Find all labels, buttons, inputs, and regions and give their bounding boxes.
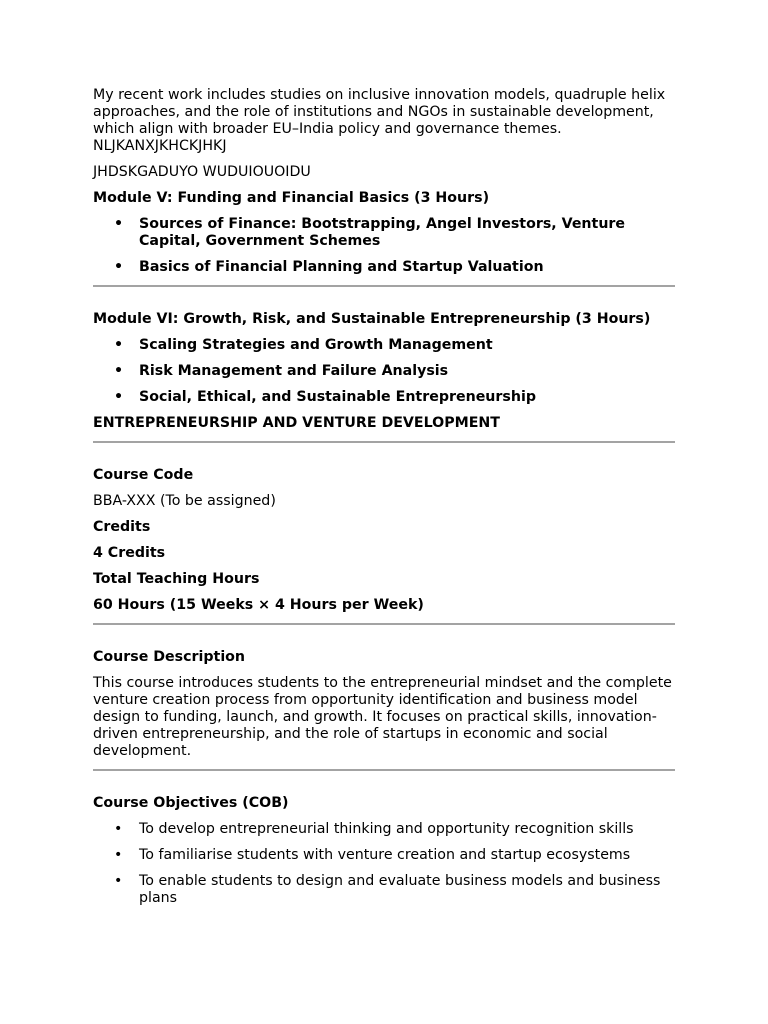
course-description-text: This course introduces students to the entrepreneurial mindset and the complete venture creation process from opportunity identification and business model design to funding, launch, and growth. It focuses on practical skills, innovation-driven entrepreneurship, and the role of startups in economic and social development.	[93, 675, 672, 759]
teaching-hours-value: 60 Hours (15 Weeks × 4 Hours per Week)	[93, 597, 424, 613]
section-divider	[93, 623, 675, 625]
course-objectives-list	[93, 821, 675, 907]
list-item: • Risk Management and Failure Analysis	[93, 363, 675, 380]
module-6-list	[93, 337, 675, 406]
course-code-value: BBA-XXX (To be assigned)	[93, 493, 276, 509]
module-6-heading: Module VI: Growth, Risk, and Sustainable Entrepreneurship (3 Hours)	[93, 311, 651, 327]
module-5-list	[93, 216, 675, 276]
intro-line-2: JHDSKGADUYO WUDUIOUOIDU	[93, 164, 311, 180]
list-item: • To develop entrepreneurial thinking and opportunity recognition skills	[93, 821, 675, 838]
course-description-heading: Course Description	[93, 649, 246, 665]
section-divider	[93, 769, 675, 771]
list-item: • Social, Ethical, and Sustainable Entrepreneurship	[93, 389, 675, 406]
credits-label: Credits	[93, 519, 151, 535]
course-objectives-heading: Course Objectives (COB)	[93, 795, 289, 811]
list-item: • Basics of Financial Planning and Startup Valuation	[93, 259, 675, 276]
section-divider	[93, 441, 675, 443]
list-item: • To familiarise students with venture creation and startup ecosystems	[93, 847, 675, 864]
intro-paragraph: My recent work includes studies on inclusive innovation models, quadruple helix approaches, and the role of institutions and NGOs in sustainable development, which align with broader EU–India policy and governance themes. NLJKANXJKHCKJHKJ	[93, 87, 666, 154]
list-item: • Scaling Strategies and Growth Management	[93, 337, 675, 354]
credits-value: 4 Credits	[93, 545, 166, 561]
teaching-hours-label: Total Teaching Hours	[93, 571, 260, 587]
document-page	[93, 87, 675, 916]
module-5-heading: Module V: Funding and Financial Basics (3 Hours)	[93, 190, 490, 206]
course-code-label: Course Code	[93, 467, 194, 483]
list-item: • Sources of Finance: Bootstrapping, Angel Investors, Venture Capital, Government Schemes	[93, 216, 675, 250]
section-divider	[93, 285, 675, 287]
course-title: ENTREPRENEURSHIP AND VENTURE DEVELOPMENT	[93, 415, 500, 431]
list-item: • To enable students to design and evaluate business models and business plans	[93, 873, 675, 907]
